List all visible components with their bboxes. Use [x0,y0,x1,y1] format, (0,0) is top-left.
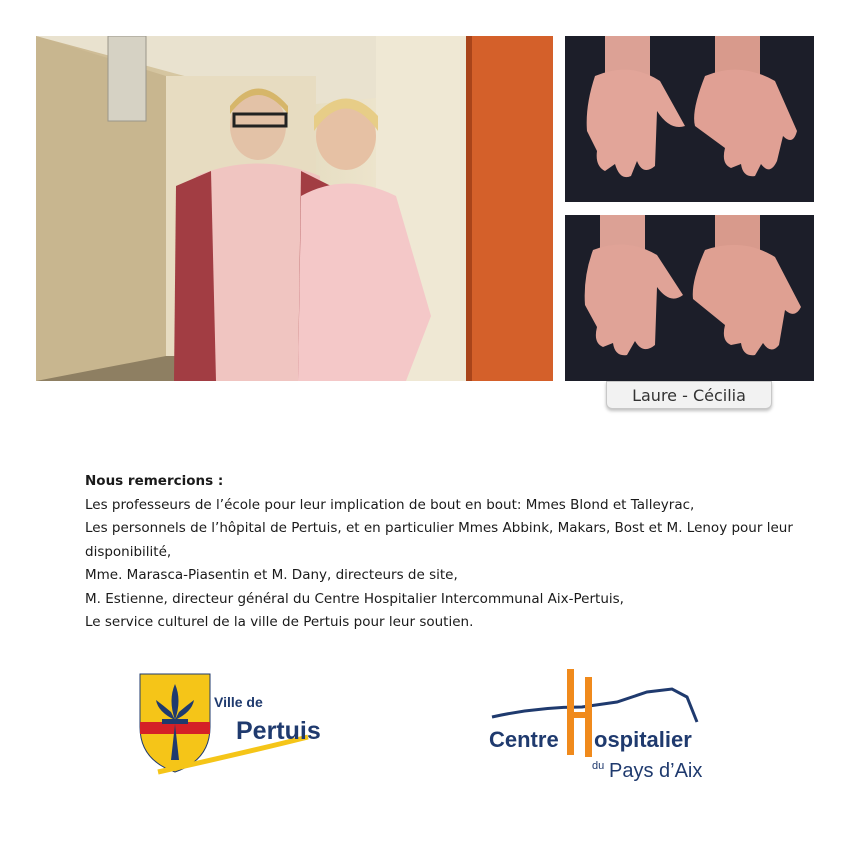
logo-chpa-line3: Pays d’Aix [609,760,703,782]
acknowledgements-heading: Nous remercions : [85,473,224,489]
photo-two-nurses [36,36,553,381]
acknowledgement-line: Les personnels de l’hôpital de Pertuis, et en particulier Mmes Abbink, Makars, Bost et M. Lenoy pour leur disponibilité, [85,520,793,560]
acknowledgement-line: Le service culturel de la ville de Pertuis pour leur soutien. [85,614,474,630]
logo-chpa-line2: du [592,760,605,772]
logo-chpa-word1: Centre [489,727,559,752]
ville-de-pertuis-logo [138,672,358,777]
logo-chpa-word2: ospitalier [594,727,692,752]
acknowledgement-line: Mme. Marasca-Piasentin et M. Dany, directeurs de site, [85,567,458,583]
acknowledgement-line: M. Estienne, directeur général du Centre Hospitalier Intercommunal Aix-Pertuis, [85,590,624,607]
logo-pertuis-line1: Ville de [214,694,263,710]
photo-caption: Laure - Cécilia [606,381,772,409]
centre-hospitalier-logo [487,667,712,782]
photo-hands-bottom [565,215,814,381]
photo-hands-top [565,36,814,202]
acknowledgement-line: Les professeurs de l’école pour leur implication de bout en bout: Mmes Blond et Talleyrac, [85,496,695,513]
acknowledgements [85,470,805,635]
logo-pertuis-line2: Pertuis [236,717,321,745]
